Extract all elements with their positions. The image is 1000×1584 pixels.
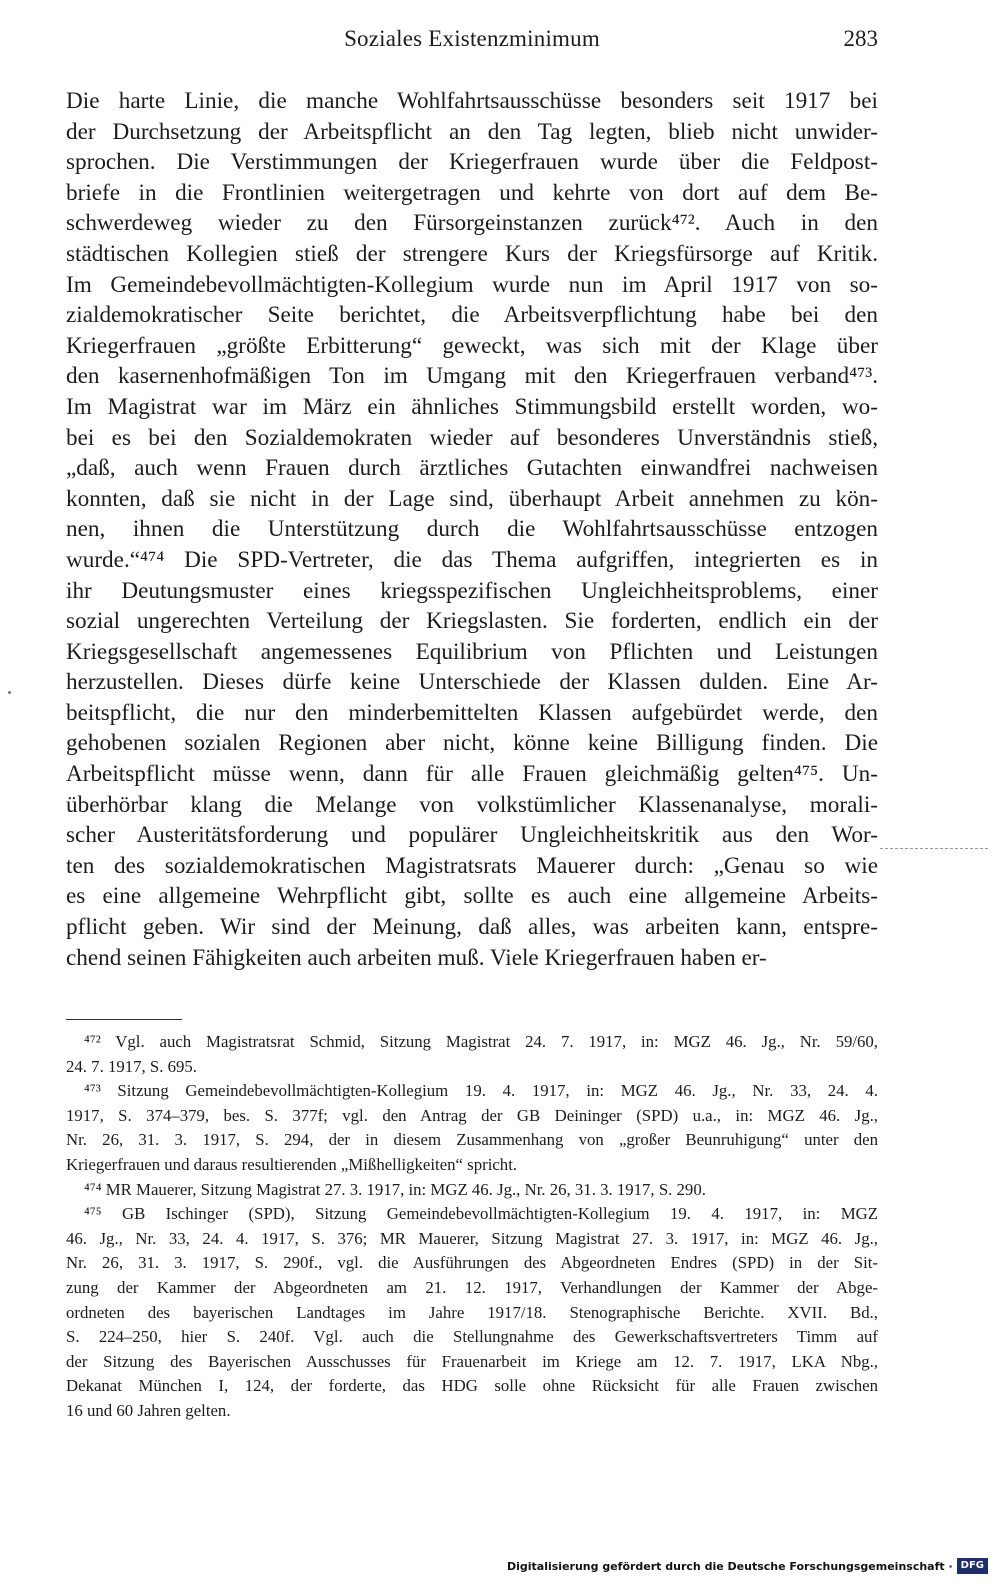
body-line: scher Austeritätsforderung und populärer Ungleichheitskritik aus den Wor- bbox=[66, 822, 878, 849]
footnote-line: der Sitzung des Bayerischen Ausschusses für Frauenarbeit im Kriege am 12. 7. 1917, LKA Nbg., bbox=[66, 1351, 878, 1371]
body-line: „daß, auch wenn Frauen durch ärztliches Gutachten einwandfrei nachweisen bbox=[66, 455, 878, 482]
body-line: chend seinen Fähigkeiten auch arbeiten muß. Viele Kriegerfrauen haben er- bbox=[66, 944, 767, 971]
footnote-line: ordneten des bayerischen Landtages im Jahre 1917/18. Stenographische Berichte. XVII. Bd., bbox=[66, 1302, 878, 1322]
body-line: der Durchsetzung der Arbeitspflicht an den Tag legten, blieb nicht unwider- bbox=[66, 118, 878, 145]
body-line: sprochen. Die Verstimmungen der Kriegerfrauen wurde über die Feldpost- bbox=[66, 149, 878, 176]
footnote-line: 1917, S. 374–379, bes. S. 377f; vgl. den Antrag der GB Deininger (SPD) u.a., in: MGZ 46. Jg., bbox=[66, 1105, 878, 1125]
body-line: Im Gemeindebevollmächtigten-Kollegium wurde nun im April 1917 von so- bbox=[66, 271, 878, 298]
scan-artifact-dashes bbox=[880, 848, 988, 849]
body-line: sozial ungerechten Verteilung der Kriegslasten. Sie forderten, endlich ein der bbox=[66, 608, 878, 635]
footnotes bbox=[66, 1030, 878, 1424]
footnote-separator bbox=[66, 1019, 182, 1020]
body-line: Im Magistrat war im März ein ähnliches Stimmungsbild erstellt worden, wo- bbox=[66, 393, 878, 420]
footnote-line: 24. 7. 1917, S. 695. bbox=[66, 1056, 197, 1076]
footnote-line: ⁴⁷³ Sitzung Gemeindebevollmächtigten-Kollegium 19. 4. 1917, in: MGZ 46. Jg., Nr. 33, 24. 4. bbox=[84, 1081, 878, 1101]
body-line: pflicht geben. Wir sind der Meinung, daß alles, was arbeiten kann, entspre- bbox=[66, 914, 878, 941]
body-line: schwerdeweg wieder zu den Fürsorgeinstanzen zurück⁴⁷². Auch in den bbox=[66, 210, 878, 237]
body-line: nen, ihnen die Unterstützung durch die Wohlfahrtsausschüsse entzogen bbox=[66, 516, 878, 543]
body-line: beitspflicht, die nur den minderbemittelten Klassen aufgebürdet werde, den bbox=[66, 699, 878, 726]
footnote-line: ⁴⁷⁵ GB Ischinger (SPD), Sitzung Gemeindebevollmächtigten-Kollegium 19. 4. 1917, in: MGZ bbox=[84, 1204, 878, 1224]
running-title: Soziales Existenzminimum bbox=[344, 26, 600, 51]
body-text bbox=[66, 86, 878, 973]
body-line: Kriegerfrauen „größte Erbitterung“ geweckt, was sich mit der Klage über bbox=[66, 332, 878, 359]
page-number: 283 bbox=[843, 26, 878, 51]
footnote-line: S. 224–250, hier S. 240f. Vgl. auch die Stellungnahme des Gewerkschaftsvertreters Timm auf bbox=[66, 1327, 878, 1347]
footnote-line: ⁴⁷⁴ MR Mauerer, Sitzung Magistrat 27. 3. 1917, in: MGZ 46. Jg., Nr. 26, 31. 3. 1917, S. 290. bbox=[84, 1179, 706, 1199]
footnote-line: 16 und 60 Jahren gelten. bbox=[66, 1400, 231, 1420]
body-line: konnten, daß sie nicht in der Lage sind, überhaupt Arbeit annehmen zu kön- bbox=[66, 485, 878, 512]
footnote-line: Kriegerfrauen und daraus resultierenden „Mißhelligkeiten“ spricht. bbox=[66, 1154, 518, 1174]
footnote-line: 46. Jg., Nr. 33, 24. 4. 1917, S. 376; MR Mauerer, Sitzung Magistrat 27. 3. 1917, in: MGZ 46. Jg., bbox=[66, 1228, 878, 1248]
page-header bbox=[66, 26, 878, 60]
body-line: bei es bei den Sozialdemokraten wieder auf besonderes Unverständnis stieß, bbox=[66, 424, 878, 451]
body-line: wurde.“⁴⁷⁴ Die SPD-Vertreter, die das Thema aufgriffen, integrierten es in bbox=[66, 546, 878, 573]
footnote-line: Nr. 26, 31. 3. 1917, S. 290f., vgl. die Ausführungen des Abgeordneten Endres (SPD) in der Sit- bbox=[66, 1253, 878, 1273]
footnote-line: Nr. 26, 31. 3. 1917, S. 294, der in diesem Zusammenhang von „großer Beunruhigung“ unter den bbox=[66, 1130, 878, 1150]
body-line: Die harte Linie, die manche Wohlfahrtsausschüsse besonders seit 1917 bei bbox=[66, 88, 878, 114]
body-line: zialdemokratischer Seite berichtet, die Arbeitsverpflichtung habe bei den bbox=[66, 302, 878, 329]
footnote-line: ⁴⁷² Vgl. auch Magistratsrat Schmid, Sitzung Magistrat 24. 7. 1917, in: MGZ 46. Jg., Nr. 59/60, bbox=[84, 1032, 878, 1051]
body-line: briefe in die Frontlinien weitergetragen und kehrte von dort auf dem Be- bbox=[66, 179, 878, 206]
digitization-banner bbox=[507, 1556, 988, 1576]
banner-text: Digitalisierung gefördert durch die Deutsche Forschungsgemeinschaft · bbox=[506, 1559, 953, 1573]
footnote-line: zung der Kammer der Abgeordneten am 21. 12. 1917, Verhandlungen der Kammer der Abge- bbox=[66, 1277, 878, 1297]
body-line: Arbeitspflicht müsse wenn, dann für alle Frauen gleichmäßig gelten⁴⁷⁵. Un- bbox=[66, 761, 878, 788]
body-line: städtischen Kollegien stieß der strengere Kurs der Kriegsfürsorge auf Kritik. bbox=[66, 240, 878, 267]
body-line: Kriegsgesellschaft angemessenes Equilibrium von Pflichten und Leistungen bbox=[66, 638, 878, 665]
dfg-logo: DFG bbox=[957, 1558, 988, 1574]
body-line: es eine allgemeine Wehrpflicht gibt, sollte es auch eine allgemeine Arbeits- bbox=[66, 883, 878, 910]
body-line: ten des sozialdemokratischen Magistratsrats Mauerer durch: „Genau so wie bbox=[66, 852, 878, 879]
scan-artifact-speck bbox=[8, 691, 11, 694]
body-line: den kasernenhofmäßigen Ton im Umgang mit den Kriegerfrauen verband⁴⁷³. bbox=[66, 363, 878, 390]
body-line: herzustellen. Dieses dürfe keine Unterschiede der Klassen dulden. Eine Ar- bbox=[66, 669, 878, 696]
body-line: ihr Deutungsmuster eines kriegsspezifischen Ungleichheitsproblems, einer bbox=[66, 577, 878, 604]
body-line: überhörbar klang die Melange von volkstümlicher Klassenanalyse, morali- bbox=[66, 791, 878, 818]
footnote-line: Dekanat München I, 124, der forderte, das HDG solle ohne Rücksicht für alle Frauen zwischen bbox=[66, 1376, 878, 1396]
body-line: gehobenen sozialen Regionen aber nicht, könne keine Billigung finden. Die bbox=[66, 730, 878, 757]
